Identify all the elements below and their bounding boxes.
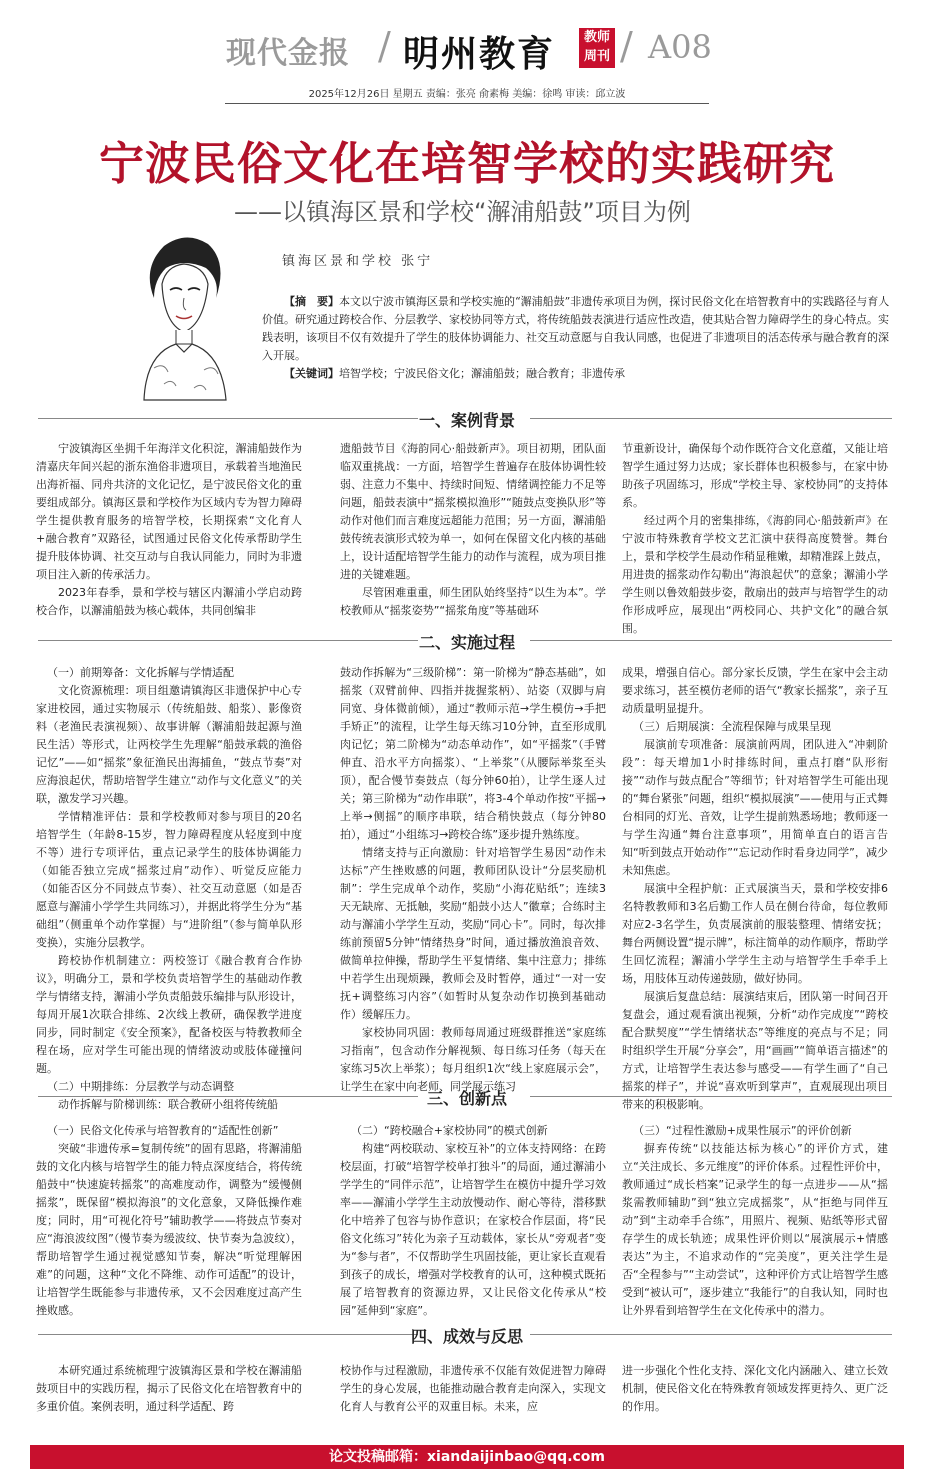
paragraph: 经过两个月的密集排练，《海韵同心·船鼓新声》在宁波市特殊教育学校文艺汇演中获得高度赞誉。舞台上，景和学校学生晨动作稍显稚嫩，却精准踩上鼓点，用进贵的摇浆动作勾勒出“海浪起伏”的意象；澥浦小学学生则以鲁效船鼓步姿，散扇出的鼓声与培智学生的动作形成呼应，展现出“两校同心、共护文化”的融合氛围。 (622, 514, 888, 635)
section-name: 明州教育 (403, 33, 556, 75)
article-title: 宁波民俗文化在培智学校的实践研究 (98, 137, 835, 190)
keywords-text: 培智学校；宁波民俗文化；澥浦船鼓；融合教育；非遗传承 (339, 367, 625, 380)
background-column-3 (622, 440, 888, 635)
paragraph: 2023年春季，景和学校与辖区内澥浦小学启动跨校合作，以澥浦船鼓为核心载体，共同创编非 (36, 586, 302, 617)
article-subtitle: ——以镇海区景和学校“澥浦船鼓”项目为例 (234, 198, 691, 226)
subheading: （三）“过程性激励+成果性展示”的评价创新 (633, 1124, 852, 1137)
section-heading-implementation (0, 630, 934, 650)
author-line: 镇海区景和学校 张宁 (282, 254, 434, 269)
paragraph: 跨校协作机制建立：两校签订《融合教育合作协议》，明确分工，景和学校负责培智学生的基础动作教学与情绪支持，澥浦小学负责船鼓乐编排与队形设计，每周开展1次联合排练、2次线上教研，确保教学进度同步，同时制定《安全预案》，配备校医与特教教师全程在场，应对学生可能出现的情绪波动或肢体碰撞问题。 (36, 954, 302, 1075)
masthead-divider: / (378, 24, 391, 68)
header-rule (225, 103, 709, 104)
section-heading-conclusion (0, 1324, 934, 1344)
teacher-weekly-badge (579, 28, 615, 68)
paragraph: 展演后复盘总结：展演结束后，团队第一时间召开复盘会，通过观看演出视频，分析“动作完成度”“跨校配合默契度”“学生情绪状态”等维度的亮点与不足；同时组织学生开展“分享会”，用“画画”“简单语言描述”的方式，让培智学生表达参与感受——有学生画了“自己摇浆的样子”，并说“喜欢听到掌声”，直观展现出项目带来的积极影响。 (622, 990, 888, 1111)
paragraph: 突破“非遗传承=复制传统”的固有思路，将澥浦船鼓的文化内核与培智学生的能力特点深度结合，将传统船鼓中“快速旋转摇浆”的高难度动作，调整为“缓慢侧摇浆”，既保留“模拟海浪”的文化意象，又降低操作难度；同时，用“可视化符号”辅助教学——将鼓点节奏对应“海浪波纹图”（慢节奏为缓波纹、快节奏为急波纹），帮助培智学生通过视觉感知节奏，解决“听觉理解困难”的问题，这种“文化不降维、动作可适配”的设计，让培智学生既能参与非遗传承，又不会因难度过高产生挫败感。 (36, 1142, 302, 1317)
paragraph: 校协作与过程激励，非遗传承不仅能有效促进智力障碍学生的身心发展，也能推动融合教育走向深入，实现文化育人与教育公平的双重目标。未来，应 (340, 1364, 606, 1413)
abstract-text: 本文以宁波市镇海区景和学校实施的“澥浦船鼓”非遗传承项目为例，探讨民俗文化在培智教育中的实践路径与育人价值。研究通过跨校合作、分层教学、家校协同等方式，将传统船鼓表演进行适应性改造，使其贴合智力障碍学生的身心特点。实践表明，该项目不仅有效提升了学生的肢体协调能力、社交互动意愿与自我认同感，也促进了非遗项目的活态传承与融合教育的深入开展。 (262, 295, 890, 362)
subheading: （二）中期排练：分层教学与动态调整 (47, 1080, 234, 1093)
paragraph: 动作拆解与阶梯训练：联合教研小组将传统船 (58, 1098, 278, 1111)
subheading: （三）后期展演：全流程保障与成果呈现 (633, 720, 831, 733)
conclusion-column-3 (622, 1362, 888, 1438)
masthead-divider-2: / (620, 24, 633, 68)
section-heading-background (0, 408, 934, 428)
paragraph: 展演前专项准备：展演前两周，团队进入“冲刺阶段”：每天增加1小时排练时间，重点打磨“队形衔接”“动作与鼓点配合”等细节；针对培智学生可能出现的“舞台紧张”问题，组织“模拟展演”——使用与正式舞台相同的灯光、音效，让学生提前熟悉场地；教师逐一与学生沟通“舞台注意事项”，用简单直白的语言告知“听到鼓点开始动作”“忘记动作时看身边同学”，减少未知焦虑。 (622, 738, 888, 877)
innovation-column-1 (36, 1122, 302, 1322)
masthead (0, 20, 934, 76)
paragraph: 宁波镇海区坐拥千年海洋文化积淀，澥浦船鼓作为清嘉庆年间兴起的浙东渔俗非遗项目，承载着当地渔民出海祈福、同舟共济的文化记忆，是宁波民俗文化的重要组成部分。镇海区景和学校作为区域内专为智力障碍学生提供教育服务的培智学校，长期探索“文化育人+融合教育”双路径，试图通过民俗文化传承帮助学生提升肢体协调、社交互动与自我认同能力，同时为非遗项目注入新的传承活力。 (36, 442, 302, 581)
page-number: A08 (648, 28, 712, 66)
paragraph: 家校协同巩固：教师每周通过班级群推送“家庭练习指南”，包含动作分解视频、每日练习任务（每天在家练习5次上举浆）；每月组织1次“线上家庭展示会”，让学生在家中向老师、同学展示练习 (340, 1026, 606, 1093)
badge-line-1: 教师 (583, 30, 610, 45)
background-column-1 (36, 440, 302, 620)
paragraph: 展演中全程护航：正式展演当天，景和学校安排6名特教教师和3名后勤工作人员在侧台待命，每位教师对应2-3名学生，负责展演前的服装整理、情绪安抚；舞台两侧设置“提示牌”，标注简单的动作顺序，帮助学生回忆流程；澥浦小学学生主动与培智学生手牵手上场，用肢体互动传递鼓励，做好协同。 (622, 882, 888, 985)
background-column-2 (340, 440, 606, 620)
paragraph: 本研究通过系统梳理宁波镇海区景和学校在澥浦船鼓项目中的实践历程，揭示了民俗文化在培智教育中的多重价值。案例表明，通过科学适配、跨 (36, 1364, 302, 1413)
paragraph: 成果，增强自信心。部分家长反馈，学生在家中会主动要求练习，甚至模仿老师的语气“教家长摇浆”，亲子互动质量明显提升。 (622, 666, 888, 715)
paper-name: 现代金报 (226, 36, 350, 71)
subheading: （一）前期筹备：文化拆解与学情适配 (47, 666, 234, 679)
abstract-block (262, 293, 898, 383)
paragraph: 鼓动作拆解为“三级阶梯”：第一阶梯为“静态基础”，如摇浆（双臂前伸、四指并拢握浆柄）、站姿（双脚与肩同宽、身体微前倾），通过“教师示范→学生模仿→手把手矫正”的流程，让学生每天练习10分钟，直至形成肌肉记忆；第二阶梯为“动态单动作”，如“平摇浆”（手臂伸直、沿水平方向摇浆）、“上举浆”（从腰际举浆至头顶），配合慢节奏鼓点（每分钟60拍），让学生逐人过关；第三阶梯为“动作串联”，将3-4个单动作按“平摇→上举→侧摇”的顺序串联，结合稍快鼓点（每分钟80拍），通过“小组练习→跨校合练”逐步提升熟练度。 (340, 666, 606, 841)
conclusion-column-1 (36, 1362, 302, 1438)
innovation-column-3 (622, 1122, 888, 1322)
paragraph: 学情精准评估：景和学校教师对参与项目的20名培智学生（年龄8-15岁，智力障碍程度从轻度到中度不等）进行专项评估，重点记录学生的肢体协调能力（如能否独立完成“摇浆过肩”动作）、听觉反应能力（如能否区分不同鼓点节奏）、社交互动意愿（如是否愿意与澥浦小学学生共同练习），并据此将学生分为“基础组”（侧重单个动作掌握）与“进阶组”（参与简单队形变换），实施分层教学。 (36, 810, 302, 949)
implementation-column-2 (340, 664, 606, 1093)
section-heading-innovation (0, 1086, 934, 1106)
heading-text: 二、实施过程 (418, 633, 515, 652)
paragraph: 摒弃传统“以技能达标为核心”的评价方式，建立“关注成长、多元维度”的评价体系。过程性评价中，教师通过“成长档案”记录学生的每一点进步——从“摇浆需教师辅助”到“独立完成摇浆”，从“拒绝与同伴互动”到“主动牵手合练”，用照片、视频、贴纸等形式留存学生的成长轨迹；成果性评价则以“展演展示+情感表达”为主，不追求动作的“完美度”，更关注学生是否“全程参与”“主动尝试”，这种评价方式让培智学生感受到“被认可”，逐步建立“我能行”的自我认知，同时也让外界看到培智学生在文化传承中的潜力。 (622, 1142, 888, 1317)
paragraph: 遗船鼓节目《海韵同心·船鼓新声》。项目初期，团队面临双重挑战：一方面，培智学生普遍存在肢体协调性较弱、注意力不集中、持续时间短、情绪调控能力不足等问题，船鼓表演中“摇浆模拟渔形”“随鼓点变换队形”等动作对他们而言难度远超能力范围；另一方面，澥浦船鼓传统表演形式较为单一，如何在保留文化内核的基础上，设计适配培智学生能力的动作与流程，成为项目推进的关键难题。 (340, 442, 606, 581)
dateline: 2025年12月26日 星期五 责编：张亮 俞素梅 美编：徐鸣 审读：邱立波 (308, 89, 626, 100)
heading-text: 一、案例背景 (418, 411, 515, 430)
conclusion-column-2 (340, 1362, 606, 1438)
paragraph: 进一步强化个性化支持、深化文化内涵融入、建立长效机制，使民俗文化在特殊教育领域发挥更持久、更广泛的作用。 (622, 1364, 888, 1413)
paragraph: 文化资源梳理：项目组邀请镇海区非遗保护中心专家进校园，通过实物展示（传统船鼓、船浆）、影像资料（老渔民表演视频）、故事讲解（澥浦船鼓起源与渔民生活）等形式，让两校学生先理解“船鼓承载的渔俗记忆”——如“摇浆”象征渔民出海捕鱼，“鼓点节奏”对应海浪起伏，帮助培智学生建立“动作与文化意义”的关联，激发学习兴趣。 (36, 684, 302, 805)
abstract-label: 【摘 要】 (284, 295, 339, 308)
innovation-column-2 (340, 1122, 606, 1322)
paragraph: 尽管困难重重，师生团队始终坚持“以生为本”。学校教师从“摇浆姿势”“摇浆角度”等基础环 (340, 586, 606, 617)
implementation-column-1 (36, 664, 302, 1111)
subheading: （二）“跨校融合+家校协同”的模式创新 (351, 1124, 548, 1137)
keywords-label: 【关键词】 (284, 367, 339, 380)
implementation-column-3 (622, 664, 888, 1111)
paragraph: 情绪支持与正向激励：针对培智学生易因“动作未达标”产生挫败感的问题，教师团队设计“分层奖励机制”：学生完成单个动作，奖励“小海花贴纸”；连续3天无缺席、无抵触，奖励“船鼓小达人”徽章；合练时主动与澥浦小学学生互动，奖励“同心卡”。同时，每次排练前预留5分钟“情绪热身”时间，通过播放渔浪音效、做简单拉伸操，帮助学生平复情绪、集中注意力；排练中若学生出现烦躁，教师会及时暂停，通过“一对一安抚+调整练习内容”（如暂时从复杂动作切换到基础动作）缓解压力。 (340, 846, 606, 1021)
paragraph: 构建“两校联动、家校互补”的立体支持网络：在跨校层面，打破“培智学校单打独斗”的局面，通过澥浦小学学生的“同伴示范”，让培智学生在模仿中提升学习效率——澥浦小学学生主动放慢动作、耐心等待，潜移默化中培养了包容与协作意识；在家校合作层面，将“民俗文化练习”转化为亲子互动载体，家长从“旁观者”变为“参与者”，不仅帮助学生巩固技能，更让家长直观看到孩子的成长，增强对学校教育的认可，这种模式既拓展了培智教育的资源边界，又让民俗文化传承从“校园”延伸到“家庭”。 (340, 1142, 606, 1317)
submission-email-banner: 论文投稿邮箱：xiandaijinbao@qq.com (30, 1445, 904, 1469)
subheading: （一）民俗文化传承与培智教育的“适配性创新” (47, 1124, 279, 1137)
author-portrait (124, 228, 242, 400)
heading-text: 四、成效与反思 (410, 1327, 523, 1346)
badge-line-2: 周刊 (583, 49, 610, 64)
heading-text: 三、创新点 (426, 1089, 507, 1108)
paragraph: 节重新设计，确保每个动作既符合文化意蕴，又能让培智学生通过努力达成；家长群体也积极参与，在家中协助孩子巩固练习，形成“学校主导、家校协同”的支持体系。 (622, 442, 888, 509)
